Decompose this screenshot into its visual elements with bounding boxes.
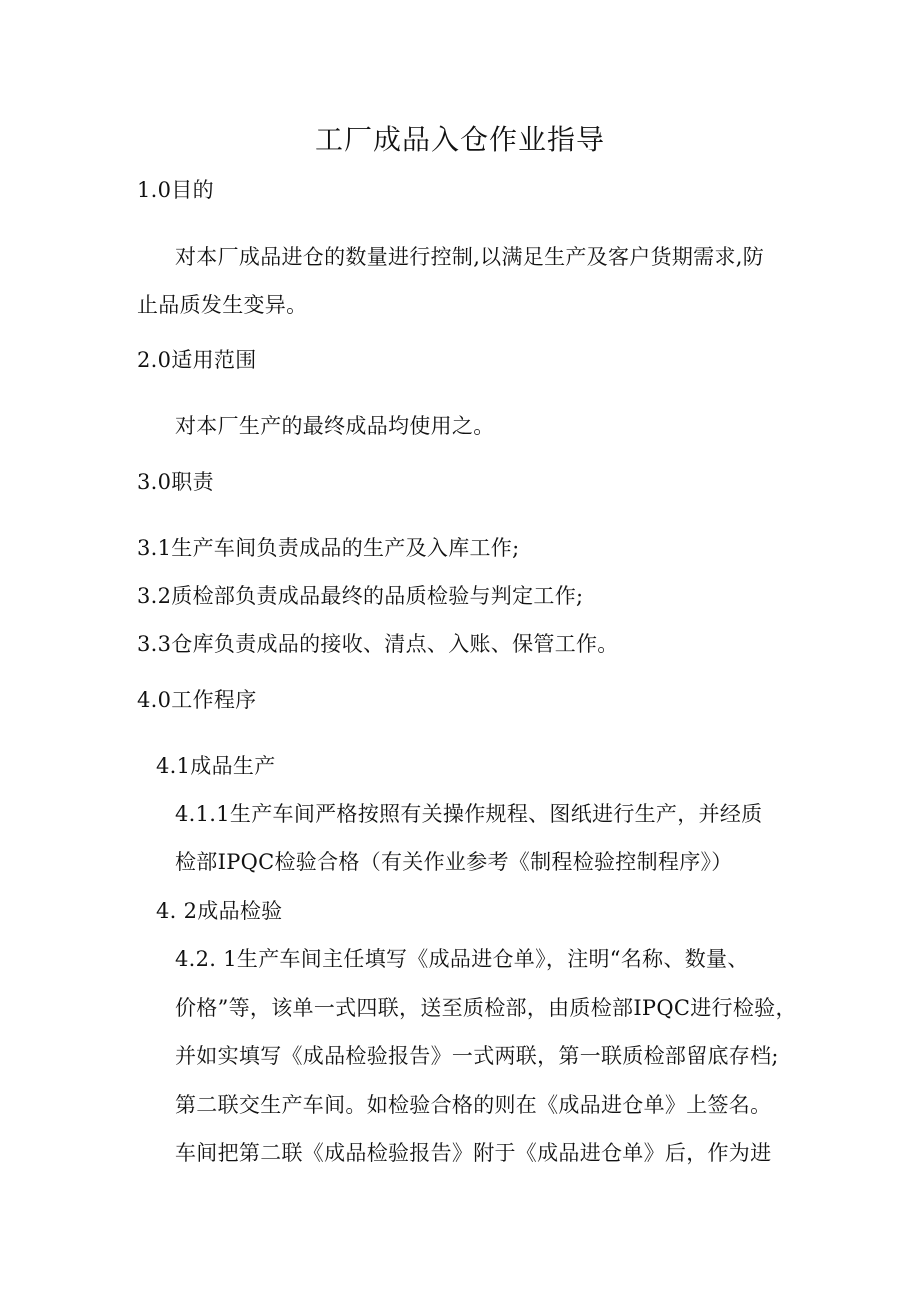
heading-scope: 2.0适用范围: [137, 348, 257, 372]
procedure-4-1-1-line-2: 检部IPQC检验合格（有关作业参考《制程检验控制程序》）: [175, 850, 733, 874]
responsibility-item-1: 3.1生产车间负责成品的生产及入库工作;: [137, 536, 520, 560]
heading-purpose: 1.0目的: [137, 178, 214, 202]
paragraph-scope: 对本厂生产的最终成品均使用之。: [175, 414, 495, 438]
procedure-4-2-1-line-5: 车间把第二联《成品检验报告》附于《成品进仓单》后，作为进: [175, 1141, 772, 1165]
subheading-inspection: 4. 2成品检验: [156, 899, 283, 923]
page-title: 工厂成品入仓作业指导: [314, 123, 605, 156]
paragraph-purpose-line-1: 对本厂成品进仓的数量进行控制,以满足生产及客户货期需求,防: [175, 245, 765, 269]
heading-responsibilities: 3.0职责: [137, 470, 214, 494]
procedure-4-2-1-line-4: 第二联交生产车间。如检验合格的则在《成品进仓单》上签名。: [175, 1093, 772, 1117]
paragraph-purpose-line-2: 止品质发生变异。: [137, 293, 308, 317]
responsibility-item-2: 3.2质检部负责成品最终的品质检验与判定工作;: [137, 584, 584, 608]
heading-procedure: 4.0工作程序: [137, 688, 257, 712]
subheading-production: 4.1成品生产: [156, 754, 276, 778]
procedure-4-2-1-line-3: 并如实填写《成品检验报告》一式两联，第一联质检部留底存档;: [175, 1044, 779, 1068]
procedure-4-2-1-line-2: 价格”等，该单一式四联，送至质检部，由质检部IPQC进行检验，: [175, 996, 797, 1020]
procedure-4-1-1-line-1: 4.1.1生产车间严格按照有关操作规程、图纸进行生产，并经质: [175, 802, 763, 826]
responsibility-item-3: 3.3仓库负责成品的接收、清点、入账、保管工作。: [137, 632, 619, 656]
procedure-4-2-1-line-1: 4.2. 1生产车间主任填写《成品进仓单》，注明“名称、数量、: [175, 947, 749, 971]
